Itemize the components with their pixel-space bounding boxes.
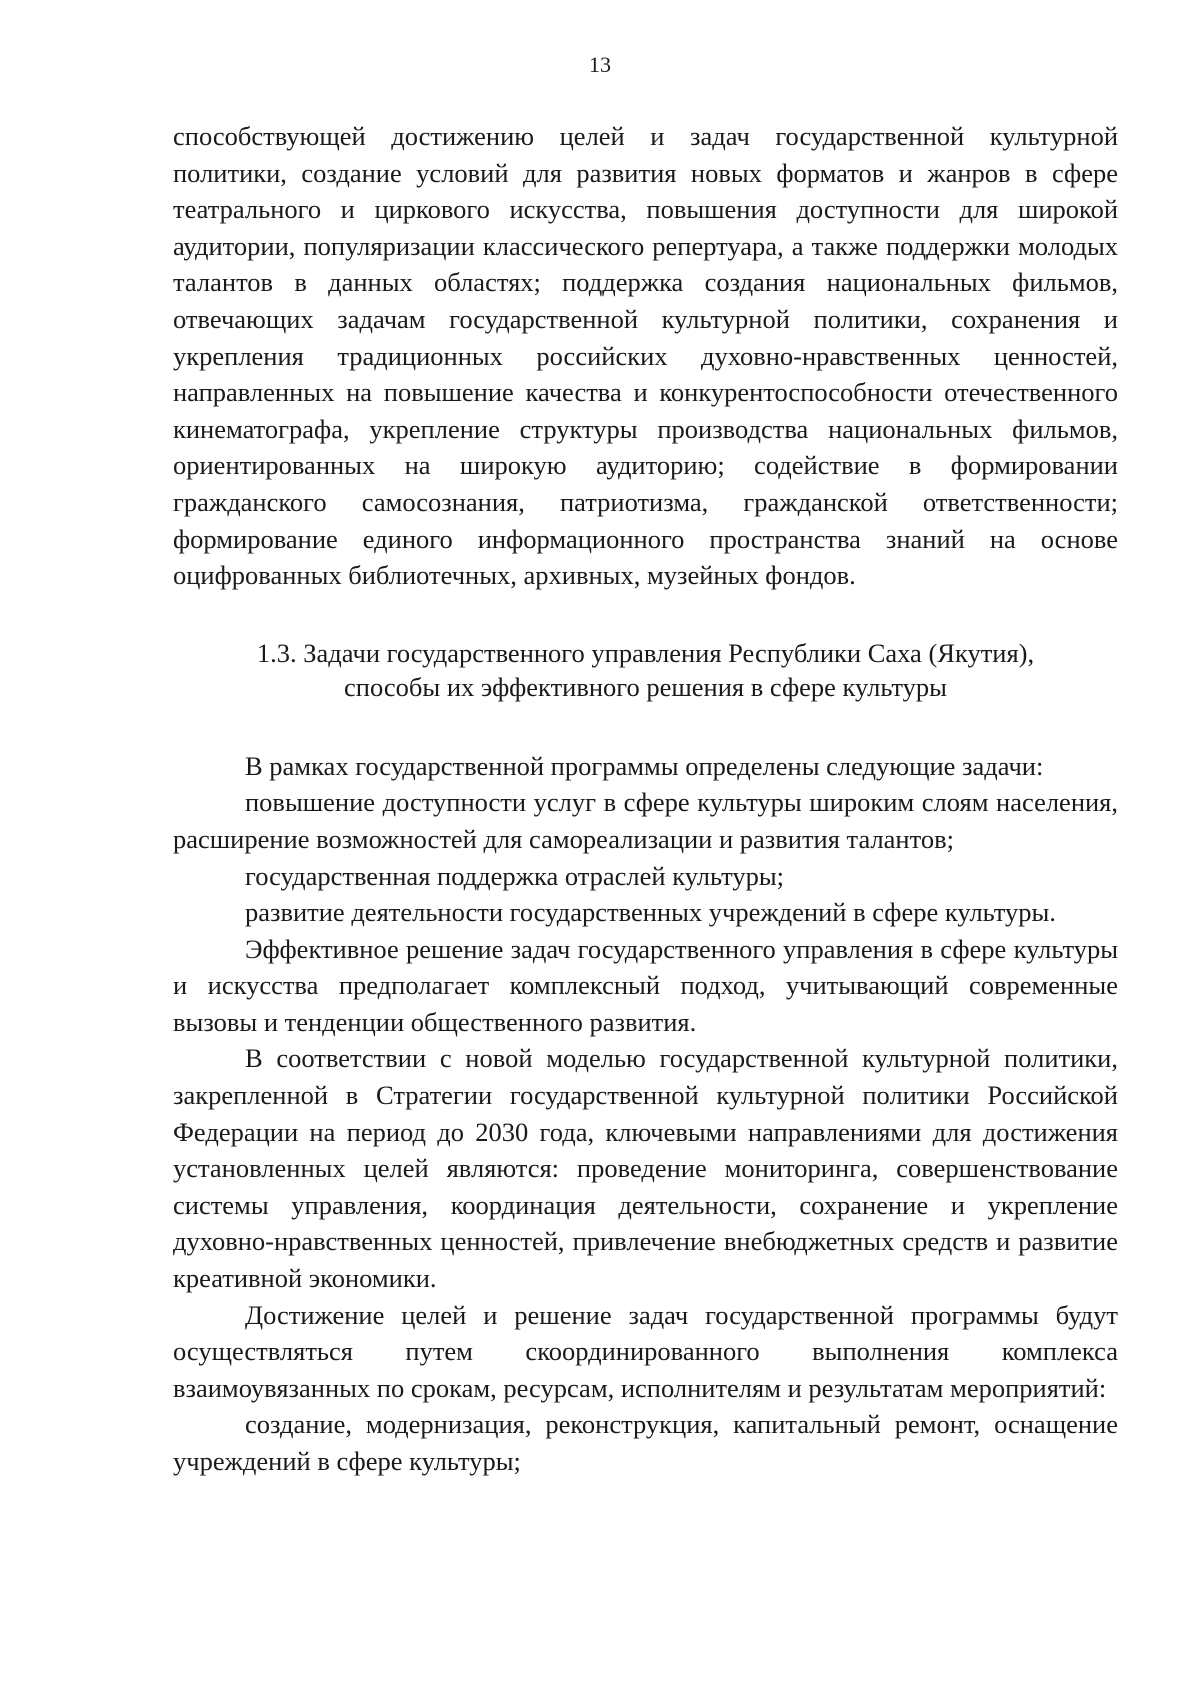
paragraph-measure-1: создание, модернизация, реконструкция, капитальный ремонт, оснащение учреждений в сфере культуры; <box>173 1409 1118 1476</box>
paragraph-task-3: развитие деятельности государственных учреждений в сфере культуры. <box>245 897 1056 928</box>
paragraph-tasks-intro: В рамках государственной программы определены следующие задачи: <box>245 750 1044 781</box>
document-body <box>173 118 1118 1480</box>
paragraph-task-1: повышение доступности услуг в сфере культуры широким слоям населения, расширение возможностей для самореализации и развития талантов; <box>173 787 1118 854</box>
paragraph-continuation: способствующей достижению целей и задач государственной культурной политики, создание условий для развития новых форматов и жанров в сфере театрального и циркового искусства, повышения доступности для широкой аудитории, популяризации классического репертуара, а также поддержки молодых талантов в данных областях; поддержка создания национальных фильмов, отвечающих задачам государственной культурной политики, сохранения и укрепления традиционных российских духовно-нравственных ценностей, направленных на повышение качества и конкурентоспособности отечественного кинематографа, укрепление структуры производства национальных фильмов, ориентированных на широкую аудиторию; содействие в формировании гражданского самосознания, патриотизма, гражданской ответственности; формирование единого информационного пространства знаний на основе оцифрованных библиотечных, архивных, музейных фондов. <box>173 121 1118 591</box>
section-heading <box>173 636 1118 704</box>
page-number: 13 <box>589 52 611 77</box>
section-heading-line-2: способы их эффективного решения в сфере культуры <box>344 671 947 702</box>
paragraph-achievement: Достижение целей и решение задач государственной программы будут осуществляться путем скоординированного выполнения комплекса взаимоувязанных по срокам, ресурсам, исполнителям и результатам мероприятий: <box>173 1299 1118 1403</box>
paragraph-strategy: В соответствии с новой моделью государственной культурной политики, закрепленной в Стратегии государственной культурной политики Российской Федерации на период до 2030 года, ключевыми направлениями для достижения установленных целей являются: проведение мониторинга, совершенствование системы управления, координация деятельности, сохранение и укрепление духовно-нравственных ценностей, привлечение внебюджетных средств и развитие креативной экономики. <box>173 1043 1118 1294</box>
paragraph-task-2: государственная поддержка отраслей культуры; <box>245 860 784 891</box>
section-heading-line-1: 1.3. Задачи государственного управления Республики Саха (Якутия), <box>256 637 1035 668</box>
paragraph-effective-solution: Эффективное решение задач государственного управления в сфере культуры и искусства предполагает комплексный подход, учитывающий современные вызовы и тенденции общественного развития. <box>173 933 1118 1037</box>
